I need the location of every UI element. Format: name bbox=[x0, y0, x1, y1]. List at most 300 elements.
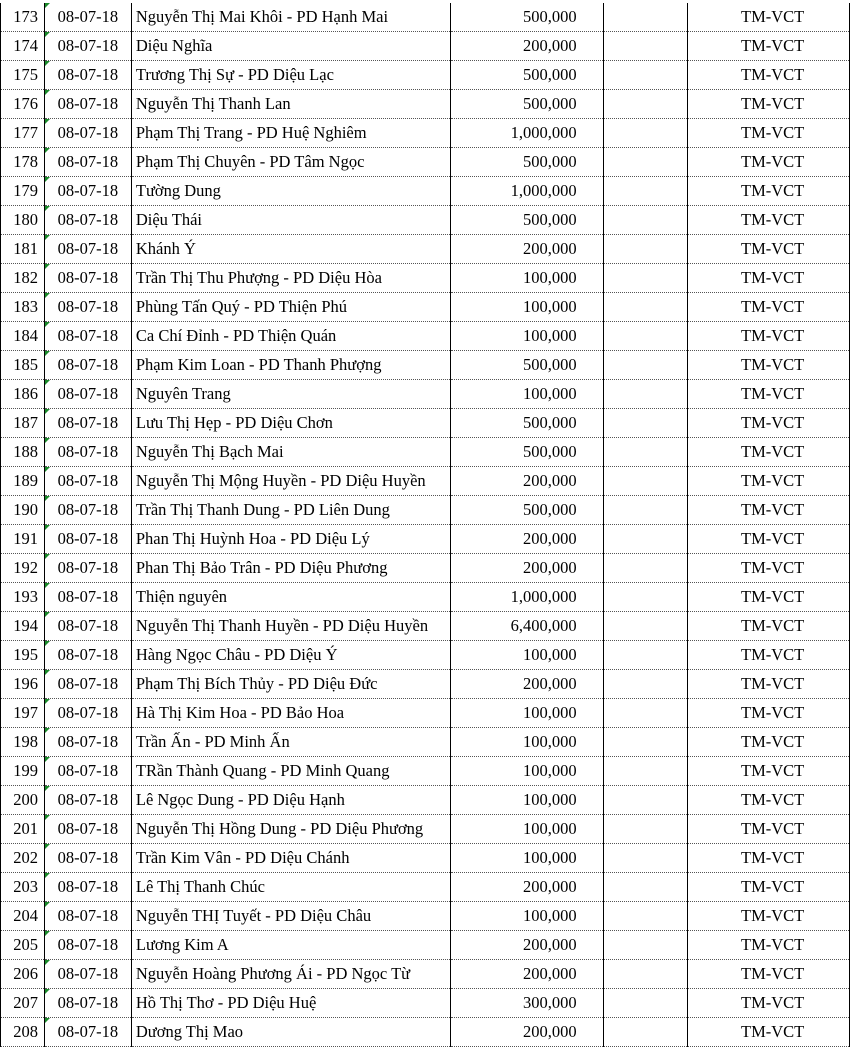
comment-indicator-icon bbox=[45, 496, 50, 501]
table-row bbox=[1, 1018, 850, 1047]
row-number-cell[interactable] bbox=[1, 583, 45, 612]
payment-code-cell[interactable] bbox=[688, 525, 850, 554]
donor-name-cell[interactable] bbox=[131, 467, 450, 496]
amount-cell[interactable] bbox=[450, 699, 603, 728]
date-text: 08-07-18 bbox=[57, 732, 119, 751]
row-number-cell[interactable] bbox=[1, 264, 45, 293]
row-number-cell[interactable] bbox=[1, 670, 45, 699]
row-number-cell[interactable] bbox=[1, 1018, 45, 1047]
amount-cell[interactable] bbox=[450, 496, 603, 525]
donor-name-text: Trần Kim Vân - PD Diệu Chánh bbox=[135, 848, 350, 867]
donor-name-text: Nguyên Trang bbox=[135, 384, 231, 403]
date-text: 08-07-18 bbox=[57, 587, 119, 606]
donor-name-cell[interactable] bbox=[131, 670, 450, 699]
row-number-cell[interactable] bbox=[1, 380, 45, 409]
empty-cell[interactable] bbox=[603, 989, 688, 1018]
row-number-cell[interactable] bbox=[1, 148, 45, 177]
comment-indicator-icon bbox=[45, 902, 50, 907]
row-number-cell[interactable] bbox=[1, 728, 45, 757]
payment-code-cell[interactable] bbox=[688, 757, 850, 786]
row-number-cell[interactable] bbox=[1, 815, 45, 844]
row-number-cell[interactable] bbox=[1, 61, 45, 90]
donor-name-cell[interactable] bbox=[131, 206, 450, 235]
amount-text: 200,000 bbox=[522, 964, 577, 983]
empty-cell[interactable] bbox=[603, 728, 688, 757]
donor-name-cell[interactable] bbox=[131, 32, 450, 61]
donor-name-cell[interactable] bbox=[131, 351, 450, 380]
row-number-cell[interactable] bbox=[1, 3, 45, 32]
empty-cell[interactable] bbox=[603, 206, 688, 235]
payment-code-text: TM-VCT bbox=[741, 558, 805, 577]
donor-name-cell[interactable] bbox=[131, 3, 450, 32]
empty-cell[interactable] bbox=[603, 148, 688, 177]
amount-cell[interactable] bbox=[450, 32, 603, 61]
donor-name-cell[interactable] bbox=[131, 641, 450, 670]
row-number-cell[interactable] bbox=[1, 322, 45, 351]
payment-code-cell[interactable] bbox=[688, 467, 850, 496]
donor-name-cell[interactable] bbox=[131, 90, 450, 119]
donor-name-text: Nguyễn THỊ Tuyết - PD Diệu Châu bbox=[135, 906, 372, 925]
amount-text: 100,000 bbox=[522, 848, 577, 867]
date-cell[interactable] bbox=[44, 728, 131, 757]
date-cell[interactable] bbox=[44, 931, 131, 960]
date-cell[interactable] bbox=[44, 873, 131, 902]
donor-name-cell[interactable] bbox=[131, 815, 450, 844]
empty-cell[interactable] bbox=[603, 554, 688, 583]
row-number-cell[interactable] bbox=[1, 177, 45, 206]
row-number-cell[interactable] bbox=[1, 496, 45, 525]
empty-cell[interactable] bbox=[603, 351, 688, 380]
date-text: 08-07-18 bbox=[57, 935, 119, 954]
donor-name-cell[interactable] bbox=[131, 786, 450, 815]
payment-code-cell[interactable] bbox=[688, 409, 850, 438]
donor-name-text: Nguyễn Thị Mộng Huyền - PD Diệu Huyền bbox=[135, 471, 426, 490]
date-cell[interactable] bbox=[44, 438, 131, 467]
payment-code-text: TM-VCT bbox=[741, 65, 805, 84]
table-row bbox=[1, 728, 850, 757]
donor-name-text: Phan Thị Bảo Trân - PD Diệu Phương bbox=[135, 558, 388, 577]
row-number-cell[interactable] bbox=[1, 467, 45, 496]
amount-cell[interactable] bbox=[450, 293, 603, 322]
date-cell[interactable] bbox=[44, 670, 131, 699]
date-cell[interactable] bbox=[44, 641, 131, 670]
amount-cell[interactable] bbox=[450, 786, 603, 815]
payment-code-text: TM-VCT bbox=[741, 413, 805, 432]
amount-text: 1,000,000 bbox=[510, 123, 577, 142]
payment-code-cell[interactable] bbox=[688, 496, 850, 525]
donor-name-cell[interactable] bbox=[131, 293, 450, 322]
donor-name-text: Trần Thị Thu Phượng - PD Diệu Hòa bbox=[135, 268, 382, 287]
empty-cell[interactable] bbox=[603, 3, 688, 32]
amount-cell[interactable] bbox=[450, 148, 603, 177]
amount-cell[interactable] bbox=[450, 844, 603, 873]
row-number-text: 195 bbox=[13, 645, 38, 664]
amount-text: 100,000 bbox=[522, 790, 577, 809]
donor-name-cell[interactable] bbox=[131, 554, 450, 583]
date-cell[interactable] bbox=[44, 380, 131, 409]
amount-text: 100,000 bbox=[522, 906, 577, 925]
date-cell[interactable] bbox=[44, 409, 131, 438]
empty-cell[interactable] bbox=[603, 467, 688, 496]
donor-name-text: Phạm Thị Bích Thủy - PD Diệu Đức bbox=[135, 674, 378, 693]
amount-cell[interactable] bbox=[450, 380, 603, 409]
amount-cell[interactable] bbox=[450, 177, 603, 206]
empty-cell[interactable] bbox=[603, 409, 688, 438]
payment-code-cell[interactable] bbox=[688, 989, 850, 1018]
payment-code-text: TM-VCT bbox=[741, 819, 805, 838]
empty-cell[interactable] bbox=[603, 612, 688, 641]
amount-cell[interactable] bbox=[450, 815, 603, 844]
row-number-cell[interactable] bbox=[1, 699, 45, 728]
comment-indicator-icon bbox=[45, 960, 50, 965]
date-cell[interactable] bbox=[44, 583, 131, 612]
donor-name-text: Lưu Thị Hẹp - PD Diệu Chơn bbox=[135, 413, 333, 432]
comment-indicator-icon bbox=[45, 235, 50, 240]
row-number-cell[interactable] bbox=[1, 206, 45, 235]
comment-indicator-icon bbox=[45, 206, 50, 211]
amount-text: 100,000 bbox=[522, 384, 577, 403]
row-number-text: 193 bbox=[13, 587, 38, 606]
donor-name-cell[interactable] bbox=[131, 583, 450, 612]
payment-code-cell[interactable] bbox=[688, 1018, 850, 1047]
payment-code-text: TM-VCT bbox=[741, 384, 805, 403]
empty-cell[interactable] bbox=[603, 960, 688, 989]
row-number-cell[interactable] bbox=[1, 351, 45, 380]
donor-name-cell[interactable] bbox=[131, 496, 450, 525]
donor-name-cell[interactable] bbox=[131, 873, 450, 902]
date-cell[interactable] bbox=[44, 32, 131, 61]
donor-name-cell[interactable] bbox=[131, 264, 450, 293]
row-number-text: 180 bbox=[13, 210, 38, 229]
donor-name-text: Khánh Ý bbox=[135, 239, 196, 258]
empty-cell[interactable] bbox=[603, 264, 688, 293]
donor-name-cell[interactable] bbox=[131, 322, 450, 351]
payment-code-cell[interactable] bbox=[688, 844, 850, 873]
row-number-cell[interactable] bbox=[1, 90, 45, 119]
payment-code-cell[interactable] bbox=[688, 554, 850, 583]
amount-text: 200,000 bbox=[522, 935, 577, 954]
row-number-text: 198 bbox=[13, 732, 38, 751]
empty-cell[interactable] bbox=[603, 119, 688, 148]
amount-cell[interactable] bbox=[450, 583, 603, 612]
donor-name-text: Nguyễn Hoàng Phương Ái - PD Ngọc Từ bbox=[135, 964, 411, 983]
table-row bbox=[1, 380, 850, 409]
date-cell[interactable] bbox=[44, 554, 131, 583]
empty-cell[interactable] bbox=[603, 699, 688, 728]
payment-code-cell[interactable] bbox=[688, 931, 850, 960]
empty-cell[interactable] bbox=[603, 815, 688, 844]
donor-name-cell[interactable] bbox=[131, 844, 450, 873]
row-number-text: 208 bbox=[13, 1022, 38, 1041]
date-cell[interactable] bbox=[44, 786, 131, 815]
payment-code-text: TM-VCT bbox=[741, 500, 805, 519]
comment-indicator-icon bbox=[45, 438, 50, 443]
date-cell[interactable] bbox=[44, 525, 131, 554]
date-cell[interactable] bbox=[44, 989, 131, 1018]
date-cell[interactable] bbox=[44, 61, 131, 90]
row-number-cell[interactable] bbox=[1, 757, 45, 786]
date-cell[interactable] bbox=[44, 1018, 131, 1047]
date-cell[interactable] bbox=[44, 699, 131, 728]
donor-name-text: Trần Ấn - PD Minh Ấn bbox=[135, 732, 290, 751]
payment-code-cell[interactable] bbox=[688, 119, 850, 148]
row-number-cell[interactable] bbox=[1, 612, 45, 641]
donor-name-cell[interactable] bbox=[131, 525, 450, 554]
row-number-cell[interactable] bbox=[1, 873, 45, 902]
comment-indicator-icon bbox=[45, 467, 50, 472]
date-cell[interactable] bbox=[44, 177, 131, 206]
donor-name-cell[interactable] bbox=[131, 699, 450, 728]
table-row bbox=[1, 989, 850, 1018]
empty-cell[interactable] bbox=[603, 873, 688, 902]
donor-name-cell[interactable] bbox=[131, 1018, 450, 1047]
row-number-cell[interactable] bbox=[1, 902, 45, 931]
empty-cell[interactable] bbox=[603, 32, 688, 61]
table-row bbox=[1, 786, 850, 815]
payment-code-cell[interactable] bbox=[688, 90, 850, 119]
empty-cell[interactable] bbox=[603, 90, 688, 119]
payment-code-cell[interactable] bbox=[688, 293, 850, 322]
row-number-text: 177 bbox=[13, 123, 38, 142]
payment-code-cell[interactable] bbox=[688, 3, 850, 32]
amount-cell[interactable] bbox=[450, 3, 603, 32]
date-cell[interactable] bbox=[44, 119, 131, 148]
payment-code-cell[interactable] bbox=[688, 235, 850, 264]
date-cell[interactable] bbox=[44, 351, 131, 380]
donor-name-cell[interactable] bbox=[131, 148, 450, 177]
row-number-cell[interactable] bbox=[1, 525, 45, 554]
date-cell[interactable] bbox=[44, 844, 131, 873]
table-row bbox=[1, 554, 850, 583]
empty-cell[interactable] bbox=[603, 525, 688, 554]
row-number-text: 204 bbox=[13, 906, 38, 925]
empty-cell[interactable] bbox=[603, 322, 688, 351]
amount-text: 500,000 bbox=[522, 65, 577, 84]
payment-code-cell[interactable] bbox=[688, 902, 850, 931]
row-number-cell[interactable] bbox=[1, 409, 45, 438]
date-cell[interactable] bbox=[44, 612, 131, 641]
table-row bbox=[1, 32, 850, 61]
empty-cell[interactable] bbox=[603, 757, 688, 786]
date-cell[interactable] bbox=[44, 902, 131, 931]
donor-name-text: Nguyễn Thị Bạch Mai bbox=[135, 442, 284, 461]
table-row bbox=[1, 467, 850, 496]
empty-cell[interactable] bbox=[603, 902, 688, 931]
row-number-text: 185 bbox=[13, 355, 38, 374]
row-number-cell[interactable] bbox=[1, 119, 45, 148]
donor-name-cell[interactable] bbox=[131, 989, 450, 1018]
date-text: 08-07-18 bbox=[57, 442, 119, 461]
payment-code-text: TM-VCT bbox=[741, 993, 805, 1012]
donor-name-cell[interactable] bbox=[131, 931, 450, 960]
date-cell[interactable] bbox=[44, 815, 131, 844]
amount-cell[interactable] bbox=[450, 351, 603, 380]
payment-code-cell[interactable] bbox=[688, 322, 850, 351]
amount-cell[interactable] bbox=[450, 438, 603, 467]
payment-code-cell[interactable] bbox=[688, 786, 850, 815]
table-row bbox=[1, 699, 850, 728]
row-number-cell[interactable] bbox=[1, 989, 45, 1018]
payment-code-cell[interactable] bbox=[688, 148, 850, 177]
date-cell[interactable] bbox=[44, 293, 131, 322]
row-number-text: 187 bbox=[13, 413, 38, 432]
empty-cell[interactable] bbox=[603, 931, 688, 960]
payment-code-text: TM-VCT bbox=[741, 848, 805, 867]
row-number-text: 201 bbox=[13, 819, 38, 838]
amount-text: 500,000 bbox=[522, 413, 577, 432]
date-text: 08-07-18 bbox=[57, 1022, 119, 1041]
empty-cell[interactable] bbox=[603, 496, 688, 525]
amount-cell[interactable] bbox=[450, 757, 603, 786]
date-cell[interactable] bbox=[44, 322, 131, 351]
amount-cell[interactable] bbox=[450, 235, 603, 264]
payment-code-cell[interactable] bbox=[688, 438, 850, 467]
amount-text: 500,000 bbox=[522, 94, 577, 113]
row-number-text: 207 bbox=[13, 993, 38, 1012]
empty-cell[interactable] bbox=[603, 844, 688, 873]
date-cell[interactable] bbox=[44, 757, 131, 786]
payment-code-cell[interactable] bbox=[688, 815, 850, 844]
donor-name-cell[interactable] bbox=[131, 177, 450, 206]
amount-cell[interactable] bbox=[450, 409, 603, 438]
payment-code-cell[interactable] bbox=[688, 699, 850, 728]
payment-code-cell[interactable] bbox=[688, 264, 850, 293]
amount-cell[interactable] bbox=[450, 612, 603, 641]
amount-cell[interactable] bbox=[450, 467, 603, 496]
donor-name-cell[interactable] bbox=[131, 960, 450, 989]
payment-code-cell[interactable] bbox=[688, 728, 850, 757]
amount-cell[interactable] bbox=[450, 931, 603, 960]
row-number-cell[interactable] bbox=[1, 32, 45, 61]
row-number-cell[interactable] bbox=[1, 786, 45, 815]
donor-name-cell[interactable] bbox=[131, 757, 450, 786]
amount-text: 100,000 bbox=[522, 819, 577, 838]
table-row bbox=[1, 322, 850, 351]
payment-code-cell[interactable] bbox=[688, 206, 850, 235]
empty-cell[interactable] bbox=[603, 583, 688, 612]
payment-code-cell[interactable] bbox=[688, 380, 850, 409]
date-text: 08-07-18 bbox=[57, 761, 119, 780]
payment-code-cell[interactable] bbox=[688, 873, 850, 902]
date-cell[interactable] bbox=[44, 206, 131, 235]
amount-cell[interactable] bbox=[450, 728, 603, 757]
row-number-text: 174 bbox=[13, 36, 38, 55]
empty-cell[interactable] bbox=[603, 380, 688, 409]
donor-name-cell[interactable] bbox=[131, 728, 450, 757]
payment-code-cell[interactable] bbox=[688, 32, 850, 61]
row-number-text: 178 bbox=[13, 152, 38, 171]
date-text: 08-07-18 bbox=[57, 993, 119, 1012]
donor-name-cell[interactable] bbox=[131, 380, 450, 409]
payment-code-cell[interactable] bbox=[688, 61, 850, 90]
payment-code-cell[interactable] bbox=[688, 612, 850, 641]
empty-cell[interactable] bbox=[603, 641, 688, 670]
comment-indicator-icon bbox=[45, 786, 50, 791]
donor-name-text: Dương Thị Mao bbox=[135, 1022, 244, 1041]
payment-code-cell[interactable] bbox=[688, 641, 850, 670]
amount-cell[interactable] bbox=[450, 322, 603, 351]
donor-name-cell[interactable] bbox=[131, 119, 450, 148]
empty-cell[interactable] bbox=[603, 438, 688, 467]
row-number-cell[interactable] bbox=[1, 554, 45, 583]
payment-code-text: TM-VCT bbox=[741, 935, 805, 954]
amount-text: 200,000 bbox=[522, 558, 577, 577]
comment-indicator-icon bbox=[45, 32, 50, 37]
amount-cell[interactable] bbox=[450, 206, 603, 235]
payment-code-cell[interactable] bbox=[688, 177, 850, 206]
row-number-cell[interactable] bbox=[1, 960, 45, 989]
payment-code-cell[interactable] bbox=[688, 583, 850, 612]
row-number-cell[interactable] bbox=[1, 235, 45, 264]
amount-cell[interactable] bbox=[450, 641, 603, 670]
donor-name-cell[interactable] bbox=[131, 61, 450, 90]
donor-name-text: Nguyễn Thị Hồng Dung - PD Diệu Phương bbox=[135, 819, 424, 838]
payment-code-cell[interactable] bbox=[688, 351, 850, 380]
amount-cell[interactable] bbox=[450, 873, 603, 902]
date-cell[interactable] bbox=[44, 235, 131, 264]
donor-name-cell[interactable] bbox=[131, 409, 450, 438]
amount-cell[interactable] bbox=[450, 1018, 603, 1047]
comment-indicator-icon bbox=[45, 583, 50, 588]
payment-code-cell[interactable] bbox=[688, 670, 850, 699]
donor-name-cell[interactable] bbox=[131, 438, 450, 467]
comment-indicator-icon bbox=[45, 757, 50, 762]
donor-name-cell[interactable] bbox=[131, 902, 450, 931]
empty-cell[interactable] bbox=[603, 786, 688, 815]
date-cell[interactable] bbox=[44, 148, 131, 177]
donor-name-cell[interactable] bbox=[131, 235, 450, 264]
amount-cell[interactable] bbox=[450, 960, 603, 989]
amount-cell[interactable] bbox=[450, 525, 603, 554]
payment-code-cell[interactable] bbox=[688, 960, 850, 989]
row-number-cell[interactable] bbox=[1, 438, 45, 467]
date-cell[interactable] bbox=[44, 960, 131, 989]
comment-indicator-icon bbox=[45, 148, 50, 153]
amount-cell[interactable] bbox=[450, 90, 603, 119]
date-cell[interactable] bbox=[44, 467, 131, 496]
payment-code-text: TM-VCT bbox=[741, 587, 805, 606]
row-number-cell[interactable] bbox=[1, 293, 45, 322]
comment-indicator-icon bbox=[45, 380, 50, 385]
amount-cell[interactable] bbox=[450, 554, 603, 583]
row-number-cell[interactable] bbox=[1, 844, 45, 873]
amount-cell[interactable] bbox=[450, 61, 603, 90]
empty-cell[interactable] bbox=[603, 670, 688, 699]
empty-cell[interactable] bbox=[603, 177, 688, 206]
date-cell[interactable] bbox=[44, 496, 131, 525]
date-cell[interactable] bbox=[44, 90, 131, 119]
date-cell[interactable] bbox=[44, 264, 131, 293]
row-number-cell[interactable] bbox=[1, 641, 45, 670]
amount-cell[interactable] bbox=[450, 989, 603, 1018]
donor-name-cell[interactable] bbox=[131, 612, 450, 641]
empty-cell[interactable] bbox=[603, 61, 688, 90]
date-cell[interactable] bbox=[44, 3, 131, 32]
table-row bbox=[1, 583, 850, 612]
amount-cell[interactable] bbox=[450, 902, 603, 931]
empty-cell[interactable] bbox=[603, 235, 688, 264]
table-row bbox=[1, 351, 850, 380]
row-number-cell[interactable] bbox=[1, 931, 45, 960]
empty-cell[interactable] bbox=[603, 1018, 688, 1047]
donor-name-text: Diệu Thái bbox=[135, 210, 202, 229]
amount-cell[interactable] bbox=[450, 119, 603, 148]
date-text: 08-07-18 bbox=[57, 413, 119, 432]
amount-cell[interactable] bbox=[450, 264, 603, 293]
amount-cell[interactable] bbox=[450, 670, 603, 699]
amount-text: 200,000 bbox=[522, 529, 577, 548]
empty-cell[interactable] bbox=[603, 293, 688, 322]
